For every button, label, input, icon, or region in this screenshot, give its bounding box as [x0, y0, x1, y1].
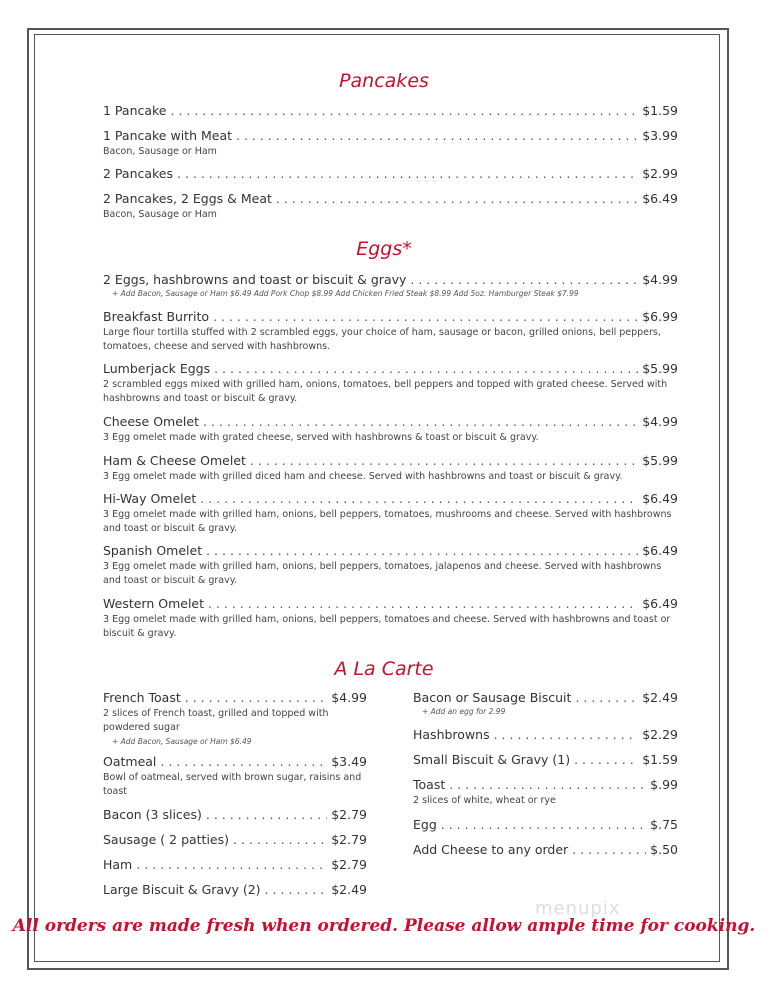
item-price: $1.59 [642, 752, 678, 767]
item-name: French Toast [103, 690, 181, 705]
item-name: Toast [413, 777, 446, 792]
item-row [103, 128, 678, 143]
item-name: Ham & Cheese Omelet [103, 453, 246, 468]
item-name: Egg [413, 817, 437, 832]
menu-item [103, 807, 367, 822]
dot-leader [200, 491, 638, 506]
dot-leader [410, 272, 638, 287]
menu-item [103, 754, 367, 799]
item-row [103, 807, 367, 822]
dot-leader [213, 309, 638, 324]
item-description: 3 Egg omelet made with grilled ham, onions, bell peppers, tomatoes, jalapenos and cheese. Served with hashbrowns and toast or biscuit & gravy. [103, 561, 662, 586]
item-row [103, 543, 678, 558]
dot-leader [236, 128, 638, 143]
menu-item [103, 166, 678, 181]
item-price: $2.99 [642, 166, 678, 181]
item-row [103, 754, 367, 769]
item-row [413, 727, 678, 742]
item-name: 2 Eggs, hashbrowns and toast or biscuit & gravy [103, 272, 407, 287]
dot-leader [494, 727, 639, 742]
dot-leader [171, 103, 639, 118]
menu-item [103, 882, 367, 897]
alacarte-heading: A La Carte [334, 658, 434, 680]
item-addon-note: + Add an egg for 2.99 [422, 707, 506, 716]
item-name: Breakfast Burrito [103, 309, 210, 324]
item-price: $1.59 [642, 103, 678, 118]
item-price: $6.49 [642, 543, 678, 558]
dot-leader [160, 754, 327, 769]
item-name: Sausage ( 2 patties) [103, 832, 230, 847]
item-name: Hi-Way Omelet [103, 491, 197, 506]
item-price: $.99 [650, 777, 678, 792]
item-description: 2 slices of white, wheat or rye [413, 795, 556, 806]
dot-leader [208, 596, 638, 611]
menu-item [103, 309, 678, 354]
dot-leader [449, 777, 646, 792]
item-row [413, 842, 678, 857]
item-row [413, 817, 678, 832]
dot-leader [441, 817, 646, 832]
item-price: $2.29 [642, 727, 678, 742]
item-price: $6.99 [642, 309, 678, 324]
item-name: Oatmeal [103, 754, 157, 769]
item-price: $6.49 [642, 191, 678, 206]
menu-item [103, 414, 678, 445]
item-name: Large Biscuit & Gravy (2) [103, 882, 261, 897]
menu-item [103, 103, 678, 118]
item-description: Bowl of oatmeal, served with brown sugar, raisins and toast [103, 772, 362, 797]
dot-leader [206, 543, 638, 558]
menu-item [413, 817, 678, 832]
item-price: $5.99 [642, 453, 678, 468]
item-row [103, 414, 678, 429]
menu-item [413, 842, 678, 857]
dot-leader [203, 414, 638, 429]
item-description: 3 Egg omelet made with grated cheese, served with hashbrowns & toast or biscuit & gravy. [103, 432, 539, 443]
item-price: $2.79 [331, 832, 367, 847]
item-name: 1 Pancake with Meat [103, 128, 233, 143]
item-description: Large flour tortilla stuffed with 2 scrambled eggs, your choice of ham, sausage or bacon, grilled onions, bell peppers, tomatoes, cheese and served with hashbrowns. [103, 327, 661, 352]
dot-leader [575, 690, 638, 705]
item-row [103, 596, 678, 611]
item-price: $6.49 [642, 491, 678, 506]
item-price: $.50 [650, 842, 678, 857]
item-price: $2.49 [642, 690, 678, 705]
menu-item [413, 752, 678, 767]
item-price: $2.79 [331, 807, 367, 822]
dot-leader [233, 832, 327, 847]
item-name: Western Omelet [103, 596, 205, 611]
footer-note: All orders are made fresh when ordered. Please allow ample time for cooking. [12, 916, 756, 936]
menu-item [103, 857, 367, 872]
item-price: $4.99 [642, 272, 678, 287]
item-row [103, 491, 678, 506]
item-row [103, 882, 367, 897]
item-addon-note: + Add Bacon, Sausage or Ham $6.49 [112, 737, 252, 746]
item-description: 3 Egg omelet made with grilled ham, onions, bell peppers, tomatoes and cheese. Served with hashbrowns and toast or biscuit & gravy. [103, 614, 671, 639]
item-addon-note: + Add Bacon, Sausage or Ham $6.49 Add Pork Chop $8.99 Add Chicken Fried Steak $8.99 Add 5oz. Hamburger Steak $7.99 [112, 289, 579, 298]
dot-leader [574, 752, 638, 767]
item-row [103, 361, 678, 376]
menu-item [103, 543, 678, 588]
item-row [103, 272, 678, 287]
item-name: Add Cheese to any order [413, 842, 569, 857]
item-price: $5.99 [642, 361, 678, 376]
item-name: Bacon or Sausage Biscuit [413, 690, 572, 705]
menu-item [413, 690, 678, 716]
item-price: $6.49 [642, 596, 678, 611]
pancakes-heading: Pancakes [339, 70, 429, 92]
item-description: 2 slices of French toast, grilled and topped with powdered sugar [103, 708, 329, 733]
item-row [103, 690, 367, 705]
menu-item [103, 272, 678, 298]
dot-leader [250, 453, 638, 468]
item-name: Lumberjack Eggs [103, 361, 211, 376]
dot-leader [572, 842, 646, 857]
dot-leader [276, 191, 638, 206]
item-name: 2 Pancakes, 2 Eggs & Meat [103, 191, 272, 206]
item-row [413, 777, 678, 792]
item-row [103, 832, 367, 847]
item-name: Hashbrowns [413, 727, 490, 742]
menu-item [103, 690, 367, 746]
dot-leader [136, 857, 327, 872]
item-name: Small Biscuit & Gravy (1) [413, 752, 571, 767]
item-name: Cheese Omelet [103, 414, 199, 429]
menu-item [103, 191, 678, 222]
item-price: $2.79 [331, 857, 367, 872]
dot-leader [206, 807, 327, 822]
item-row [103, 166, 678, 181]
item-price: $3.99 [642, 128, 678, 143]
dot-leader [185, 690, 327, 705]
menu-item [413, 727, 678, 742]
item-description: Bacon, Sausage or Ham [103, 146, 217, 157]
dot-leader [265, 882, 328, 897]
menu-item [103, 361, 678, 406]
item-row [103, 309, 678, 324]
item-row [413, 690, 678, 705]
item-name: Spanish Omelet [103, 543, 203, 558]
item-description: 3 Egg omelet made with grilled ham, onions, bell peppers, tomatoes, mushrooms and cheese. Served with hashbrowns and toast or biscuit & gravy. [103, 509, 672, 534]
watermark: menupix [535, 898, 621, 919]
item-description: Bacon, Sausage or Ham [103, 209, 217, 220]
item-name: 2 Pancakes [103, 166, 174, 181]
item-row [103, 103, 678, 118]
item-description: 2 scrambled eggs mixed with grilled ham, onions, tomatoes, bell peppers and topped with grated cheese. Served with hashbrowns and toast or biscuit & gravy. [103, 379, 668, 404]
item-price: $.75 [650, 817, 678, 832]
item-row [413, 752, 678, 767]
menu-item [413, 777, 678, 808]
item-price: $4.99 [331, 690, 367, 705]
item-price: $2.49 [331, 882, 367, 897]
item-name: Ham [103, 857, 133, 872]
dot-leader [214, 361, 638, 376]
menu-item [103, 453, 678, 484]
menu-item [103, 491, 678, 536]
item-row [103, 857, 367, 872]
item-name: Bacon (3 slices) [103, 807, 202, 822]
dot-leader [177, 166, 638, 181]
eggs-heading: Eggs* [356, 238, 412, 260]
item-row [103, 453, 678, 468]
menu-item [103, 596, 678, 641]
item-price: $3.49 [331, 754, 367, 769]
menu-item [103, 832, 367, 847]
item-row [103, 191, 678, 206]
menu-item [103, 128, 678, 159]
item-price: $4.99 [642, 414, 678, 429]
item-description: 3 Egg omelet made with grilled diced ham and cheese. Served with hashbrowns and toast or biscuit & gravy. [103, 471, 623, 482]
item-name: 1 Pancake [103, 103, 167, 118]
